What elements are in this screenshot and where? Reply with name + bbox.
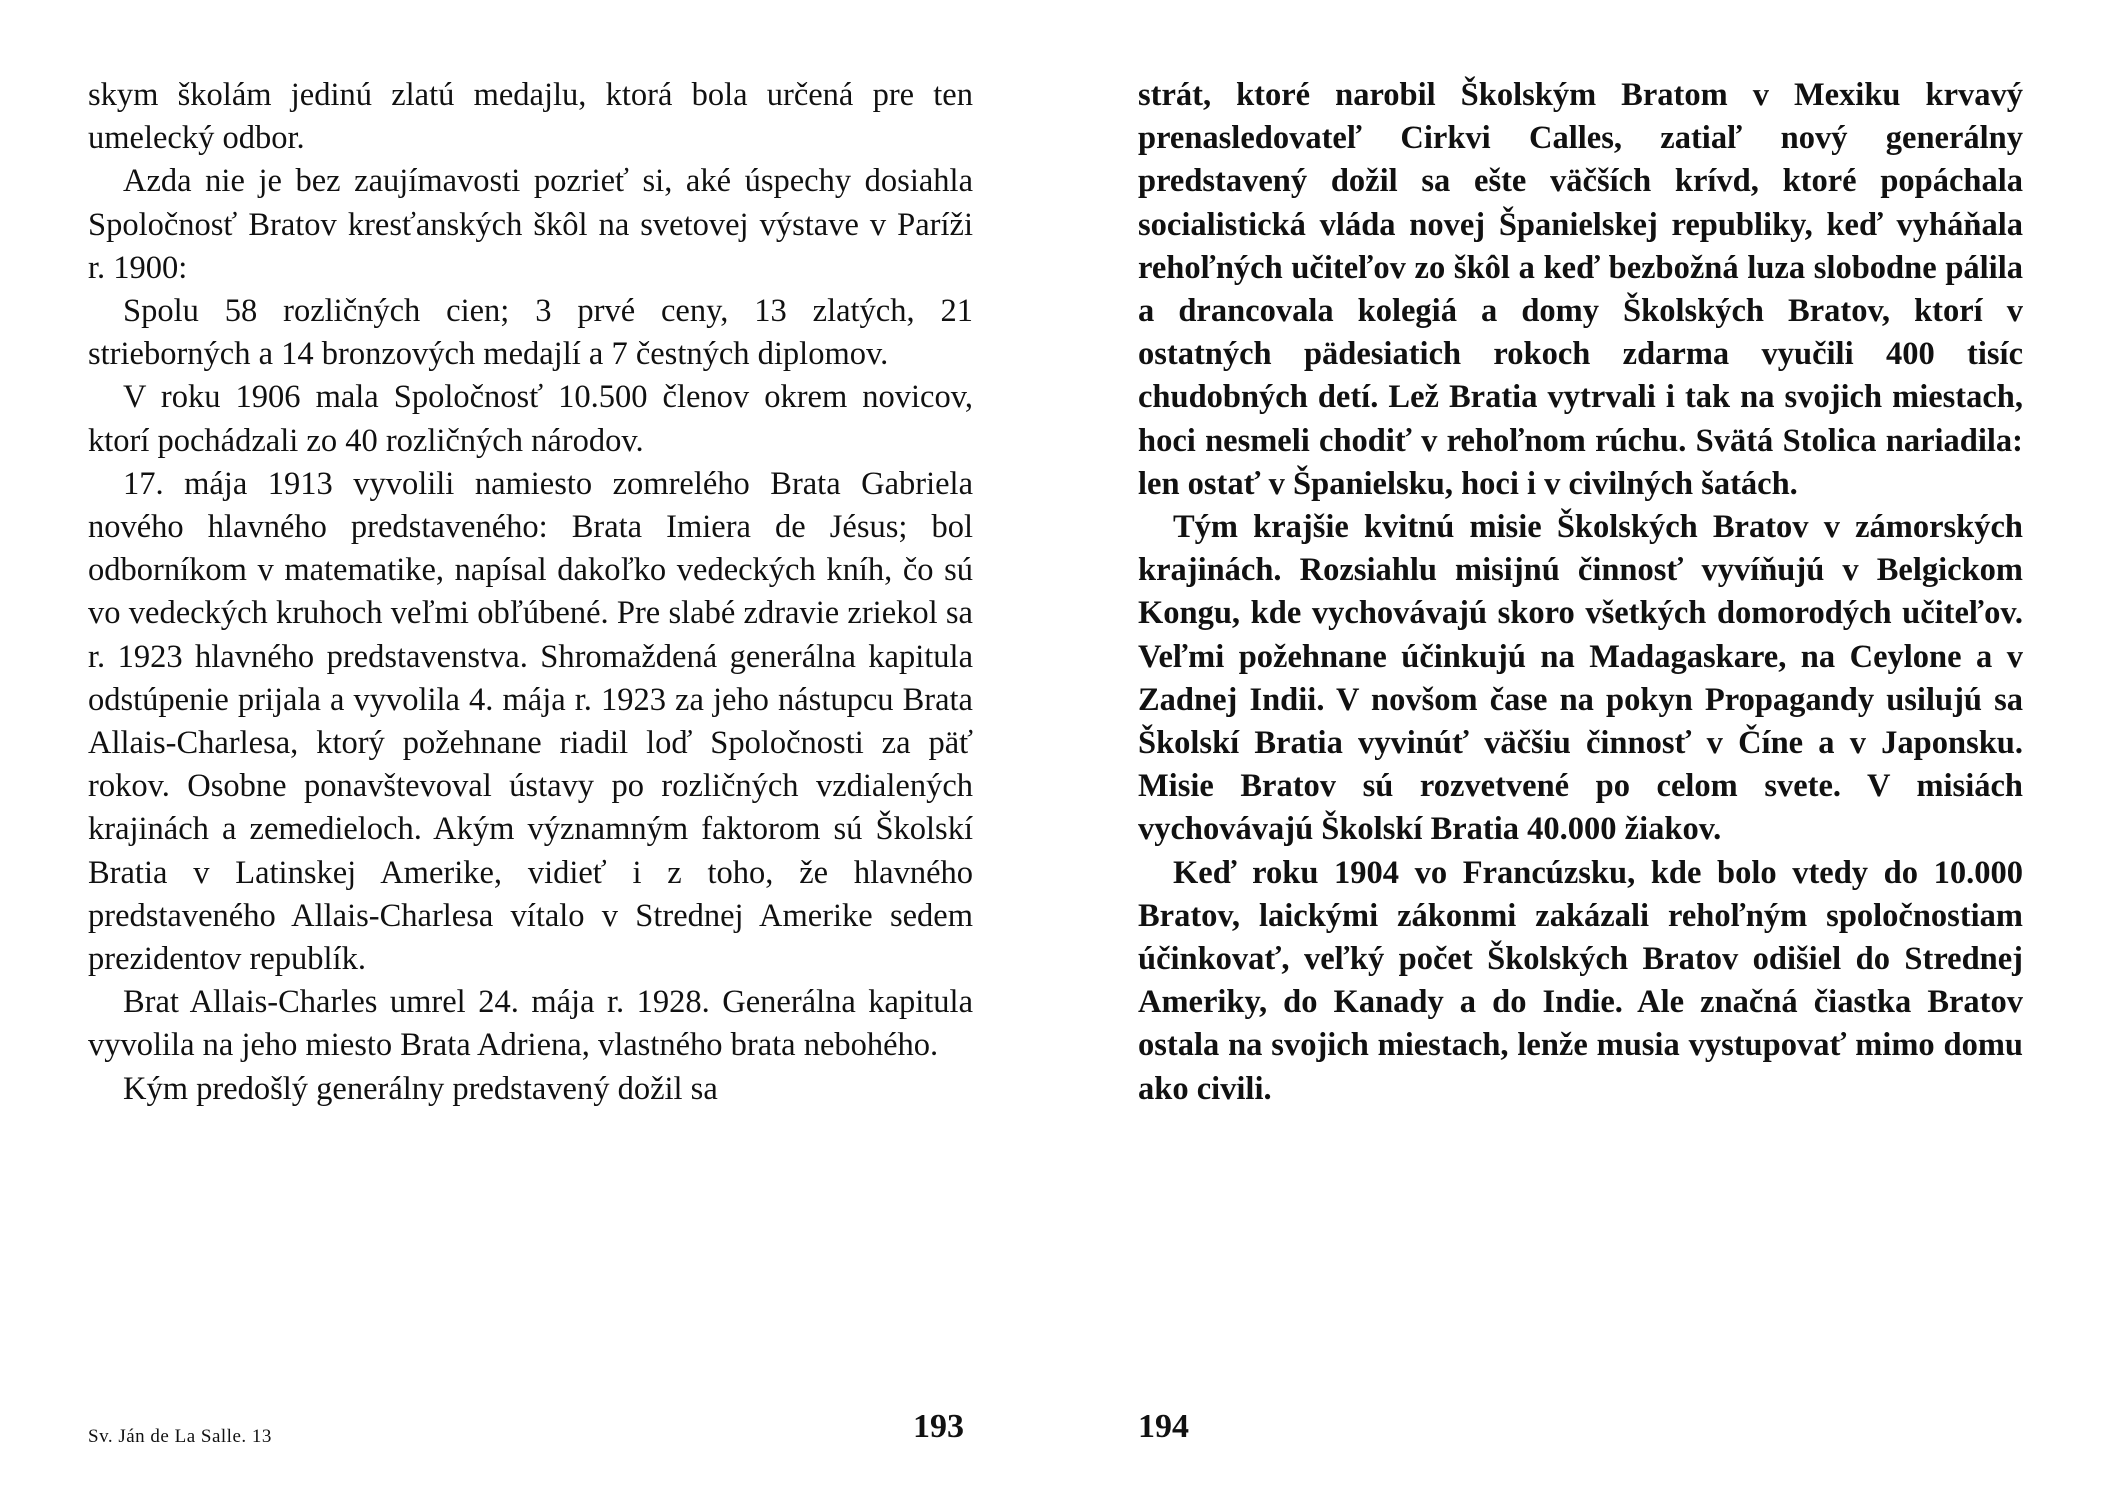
paragraph: skym školám jedinú zlatú medajlu, ktorá bola určená pre ten umelecký odbor. (88, 77, 973, 157)
page-number: 193 (913, 1408, 964, 1445)
paragraph: Spolu 58 rozličných cien; 3 prvé ceny, 13 zlatých, 21 strieborných a 14 bronzových medajlí a 7 čestných diplomov. (88, 293, 973, 373)
paragraph: Brat Allais-Charles umrel 24. mája r. 1928. Generálna kapitula vyvolila na jeho miesto Brata Adriena, vlastného brata nebohého. (88, 984, 973, 1064)
right-page (1054, 0, 2108, 1500)
left-page-text (88, 74, 973, 1111)
page-number: 194 (1138, 1408, 1189, 1445)
paragraph: Kým predošlý generálny predstavený dožil sa (123, 1070, 718, 1107)
paragraph: Azda nie je bez zaujímavosti pozrieť si, aké úspechy dosiahla Spoločnosť Bratov kresťanských škôl na svetovej výstave v Paríži r. 1900: (88, 163, 973, 286)
paragraph: 17. mája 1913 vyvolili namiesto zomrelého Brata Gabriela nového hlavného predstaveného: Brata Imiera de Jésus; bol odborníkom v matematike, napísal dakoľko vedeckých kníh, čo sú vo vedeckých kruhoch veľmi obľúbené. Pre slabé zdravie zriekol sa r. 1923 hlavného predstavenstva. Shromaždená generálna kapitula odstúpenie prijala a vyvolila 4. mája r. 1923 za jeho nástupcu Brata Allais-Charlesa, ktorý požehnane riadil loď Spoločnosti za päť rokov. Osobne ponavštevoval ústavy po rozličných vzdialených krajinách a zemedieloch. Akým významným faktorom sú Školskí Bratia v Latinskej Amerike, vidieť i z toho, že hlavného predstaveného Allais-Charlesa vítalo v Strednej Amerike sedem prezidentov republík. (88, 465, 973, 978)
paragraph: Keď roku 1904 vo Francúzsku, kde bolo vtedy do 10.000 Bratov, laickými zákonmi zakázali rehoľným spoločnostiam účinkovať, veľký počet Školských Bratov odišiel do Strednej Ameriky, do Kanady a do Indie. Ale značná čiastka Bratov ostala na svojich miestach, lenže musia vystupovať mimo domu ako civili. (1138, 854, 2023, 1107)
signature-mark: Sv. Ján de La Salle. 13 (88, 1426, 272, 1447)
paragraph: V roku 1906 mala Spoločnosť 10.500 členov okrem novicov, ktorí pochádzali zo 40 rozličných národov. (88, 379, 973, 459)
right-page-text (1138, 74, 2023, 1111)
paragraph: strát, ktoré narobil Školským Bratom v Mexiku krvavý prenasledovateľ Cirkvi Calles, zatiaľ nový generálny predstavený dožil sa ešte väčších krívd, ktoré popáchala socialistická vláda novej Španielskej republiky, keď vyháňala rehoľných učiteľov zo škôl a keď bezbožná luza slobodne pálila a drancovala kolegiá a domy Školských Bratov, ktorí v ostatných pädesiatich rokoch zdarma vyučili 400 tisíc chudobných detí. Lež Bratia vytrvali i tak na svojich miestach, hoci nesmeli chodiť v rehoľnom rúchu. Svätá Stolica nariadila: len ostať v Španielsku, hoci i v civilných šatách. (1138, 77, 2023, 502)
paragraph: Tým krajšie kvitnú misie Školských Bratov v zámorských krajinách. Rozsiahlu misijnú činnosť vyvíňujú v Belgickom Kongu, kde vychovávajú skoro všetkých domorodých učiteľov. Veľmi požehnane účinkujú na Madagaskare, na Ceylone a v Zadnej Indii. V novšom čase na pokyn Propagandy usilujú sa Školskí Bratia vyvinúť väčšiu činnosť v Číne a v Japonsku. Misie Bratov sú rozvetvené po celom svete. V misiách vychovávajú Školskí Bratia 40.000 žiakov. (1138, 509, 2023, 848)
